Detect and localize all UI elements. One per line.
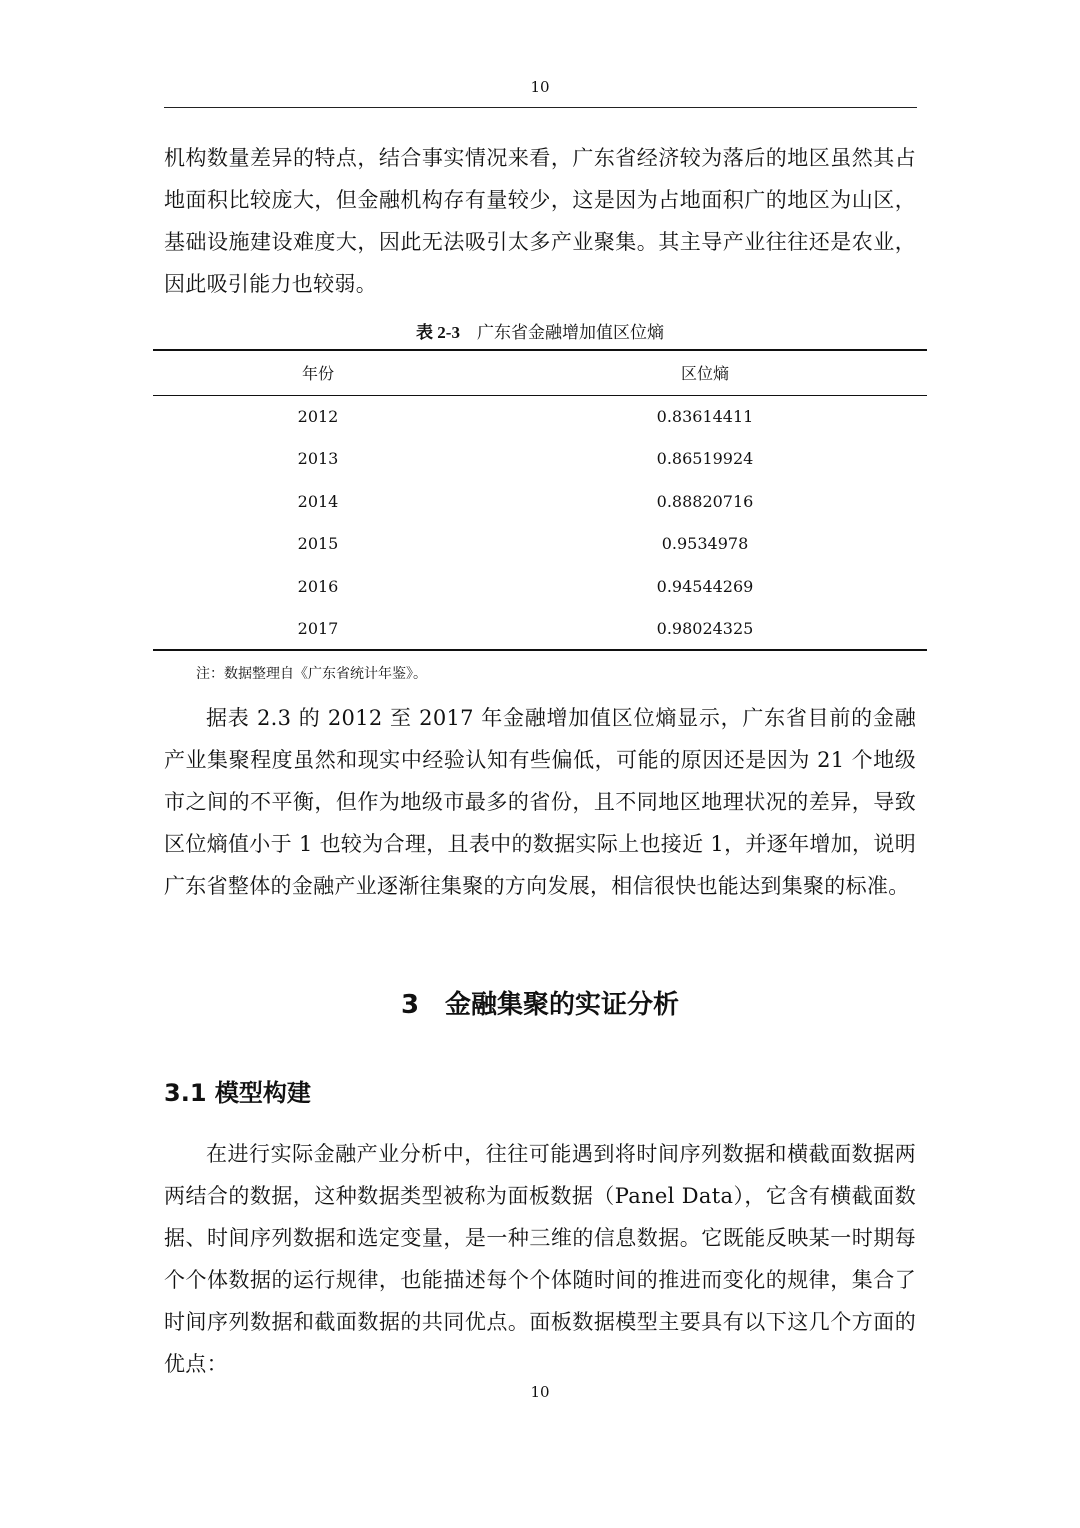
table-row [153,395,927,438]
cell-year: 2012 [297,407,339,426]
header-rule [164,107,917,108]
entropy-table [153,349,927,651]
paragraph-1: 机构数量差异的特点，结合事实情况来看，广东省经济较为落后的地区虽然其占地面积比较庞大，但金融机构存有量较少，这是因为占地面积广的地区为山区，基础设施建设难度大，因此无法吸引太多产业聚集。其主导产业往往还是农业，因此吸引能力也较弱。 [164,146,916,296]
table-row [153,480,927,523]
cell-year: 2013 [297,449,339,469]
cell-entropy: 0.83614411 [656,407,754,426]
header-page-number: 10 [530,78,550,96]
table-note: 注：数据整理自《广东省统计年鉴》。 [196,666,427,682]
column-header-entropy: 区位熵 [680,364,729,384]
column-header-year: 年份 [301,364,334,384]
table-row [153,523,927,566]
table-caption [0,318,1080,343]
cell-year: 2015 [297,534,339,554]
table-caption-label: 表 2-3 [416,323,460,342]
table-row [153,565,927,608]
paragraph-3: 在进行实际金融产业分析中，往往可能遇到将时间序列数据和横截面数据两两结合的数据，这种数据类型被称为面板数据（Panel Data），它含有横截面数据、时间序列数据和选定变量，是一种三维的信息数据。它既能反映某一时期每个个体数据的运行规律，也能描述每个个体随时间的推进而变化的规律，集合了时间序列数据和截面数据的共同优点。面板数据模型主要具有以下这几个方面的优点： [164,1142,916,1376]
cell-year: 2016 [297,576,339,596]
cell-entropy: 0.98024325 [656,618,754,638]
cell-entropy: 0.9534978 [661,534,749,554]
cell-entropy: 0.94544269 [656,576,754,596]
cell-year: 2017 [297,618,339,638]
cell-entropy: 0.86519924 [656,449,754,469]
table-caption-title: 广东省金融增加值区位熵 [476,323,664,343]
cell-year: 2014 [297,491,339,511]
chapter-heading: 3 金融集聚的实证分析 [400,990,680,1020]
cell-entropy: 0.88820716 [656,491,754,511]
section-heading: 3.1 模型构建 [164,1079,311,1107]
table-row [153,608,927,651]
table-header-row [153,350,927,395]
table-row [153,438,927,481]
footer-page-number: 10 [530,1383,550,1401]
paragraph-2: 据表 2.3 的 2012 至 2017 年金融增加值区位熵显示，广东省目前的金融产业集聚程度虽然和现实中经验认知有些偏低，可能的原因还是因为 21 个地级市之间的不平衡，但作为地级市最多的省份，且不同地区地理状况的差异，导致区位熵值小于 1 也较为合理，且表中的数据实际上也接近 1，并逐年增加，说明广东省整体的金融产业逐渐往集聚的方向发展，相信很快也能达到集聚的标准。 [164,706,916,898]
